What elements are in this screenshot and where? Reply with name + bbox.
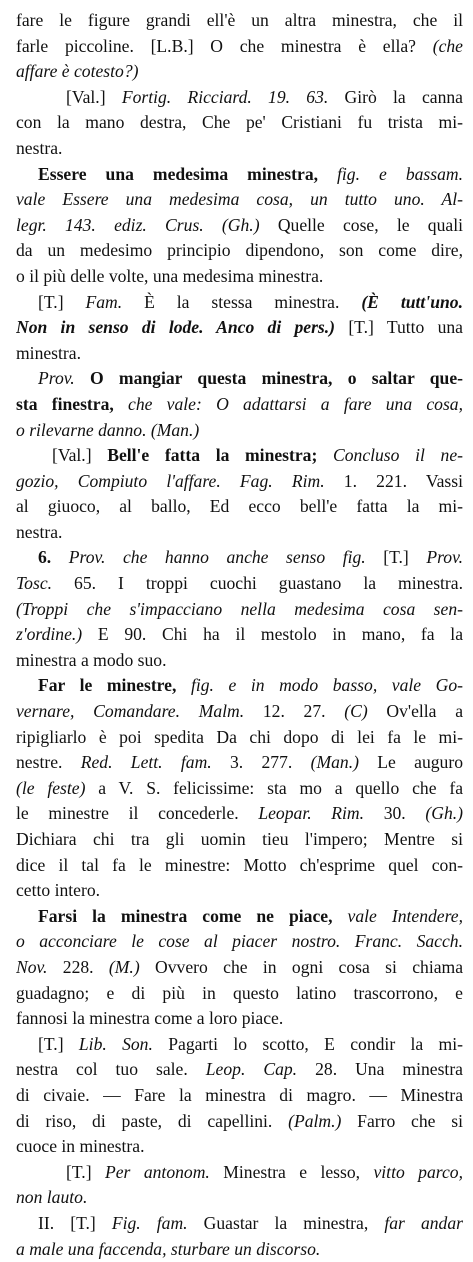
text-run: fare le figure grandi ell'è un altra minestra, che il: [16, 10, 463, 30]
text-run: nestra.: [16, 522, 62, 542]
text-run: 228.: [63, 957, 109, 977]
text-run: (C): [344, 701, 386, 721]
text-run: (M.): [109, 957, 155, 977]
text-line: [16, 110, 463, 136]
text-run: gozio, Compiuto l'affare. Fag. Rim.: [16, 471, 344, 491]
text-line: [16, 1057, 463, 1083]
text-run: cetto intero.: [16, 880, 100, 900]
section-heading-line: [16, 1211, 463, 1237]
text-line: [16, 981, 463, 1007]
text-run: le minestre il concederle.: [16, 803, 258, 823]
text-line: [16, 1237, 463, 1262]
text-run: che vale: O adattarsi a fare una cosa,: [128, 394, 463, 414]
text-run: ripigliarlo è poi spedita Da chi dopo di lei fa le mi-: [16, 727, 463, 747]
text-run: Ovvero che in ogni cosa si chiama: [155, 957, 463, 977]
text-line: [16, 1160, 463, 1186]
text-line: [16, 34, 463, 60]
text-run: o il più delle volte, una medesima minestra.: [16, 266, 323, 286]
text-run: [T.] Tutto una: [348, 317, 463, 337]
text-line: [16, 469, 463, 495]
text-line: [16, 392, 463, 418]
text-line: [16, 776, 463, 802]
text-run: Fortig. Ricciard. 19. 63.: [122, 87, 345, 107]
text-run: non lauto.: [16, 1187, 87, 1207]
text-run: [Val.]: [52, 445, 107, 465]
text-line: [16, 315, 463, 341]
text-run: Ov'ella a: [386, 701, 463, 721]
text-line: [16, 571, 463, 597]
text-run: Non in senso di lode. Anco di pers.): [16, 317, 348, 337]
text-run: E 90. Chi ha il mestolo in mano, fa la: [98, 624, 463, 644]
text-run: minestra a modo suo.: [16, 650, 167, 670]
text-line: [16, 290, 463, 316]
text-run: Tosc.: [16, 573, 74, 593]
text-run: O mangiar questa minestra, o saltar que-: [90, 368, 463, 388]
text-line: [16, 520, 463, 546]
entry-heading-line: [16, 162, 463, 188]
text-run: da un medesimo principio dipendono, son come dire,: [16, 240, 463, 260]
entry-heading-line: [16, 904, 463, 930]
text-line: [16, 494, 463, 520]
text-run: nestra.: [16, 138, 62, 158]
text-line: [16, 187, 463, 213]
text-run: Nov.: [16, 957, 63, 977]
text-run: (È tutt'uno.: [361, 292, 463, 312]
text-line: [16, 59, 463, 85]
text-line: [16, 853, 463, 879]
text-run: 6.: [38, 547, 69, 567]
text-run: legr. 143. ediz. Crus. (Gh.): [16, 215, 278, 235]
text-run: a male una faccenda, sturbare un discorso.: [16, 1239, 320, 1259]
text-run: 1. 221. Vassi: [344, 471, 463, 491]
text-line: [16, 418, 463, 444]
text-run: a V. S. felicissime: sta mo a quello che fa: [98, 778, 463, 798]
text-run: (Palm.): [288, 1111, 357, 1131]
text-line: [16, 648, 463, 674]
text-run: al giuoco, al ballo, Ed ecco bell'e fatta la mi-: [16, 496, 463, 516]
text-line: [16, 597, 463, 623]
text-run: Le auguro: [377, 752, 463, 772]
text-run: Fam.: [86, 292, 145, 312]
text-run: 28. Una minestra: [315, 1059, 463, 1079]
text-line: [16, 725, 463, 751]
text-run: Far le minestre,: [38, 675, 191, 695]
text-run: nestra col tuo sale.: [16, 1059, 206, 1079]
text-run: Dichiara chi tra gli uomin tieu l'impero; Mentre si: [16, 829, 463, 849]
text-run: Essere una medesima minestra,: [38, 164, 337, 184]
text-run: vitto parco,: [373, 1162, 463, 1182]
text-line: [16, 1134, 463, 1160]
text-run: Fig. fam.: [112, 1213, 204, 1233]
text-run: 12. 27.: [263, 701, 344, 721]
text-line: [16, 750, 463, 776]
text-run: cuoce in minestra.: [16, 1136, 144, 1156]
text-run: II. [T.]: [38, 1213, 112, 1233]
text-line: [16, 341, 463, 367]
text-run: [T.]: [38, 292, 86, 312]
text-run: 65. I troppi cuochi guastano la minestra.: [74, 573, 463, 593]
text-run: [T.]: [66, 1162, 105, 1182]
text-run: fig. e in modo basso, vale Go-: [191, 675, 463, 695]
text-run: Farro che si: [357, 1111, 463, 1131]
section-heading-line: [16, 545, 463, 571]
text-line: [16, 8, 463, 34]
text-line: [16, 801, 463, 827]
text-run: Guastar la minestra,: [204, 1213, 385, 1233]
text-run: dice il tal fa le minestre: Motto ch'esprime quel con-: [16, 855, 463, 875]
entry-heading-line: [16, 366, 463, 392]
text-run: Leop. Cap.: [206, 1059, 315, 1079]
text-line: [16, 238, 463, 264]
text-run: Per antonom.: [105, 1162, 223, 1182]
text-run: fannosi la minestra come a loro piace.: [16, 1008, 283, 1028]
text-line: [16, 264, 463, 290]
text-line: [16, 85, 463, 111]
text-run: o rilevarne danno. (Man.): [16, 420, 199, 440]
text-line: [16, 1032, 463, 1058]
text-line: [16, 1109, 463, 1135]
entry-heading-line: [16, 443, 463, 469]
text-run: nestre.: [16, 752, 81, 772]
text-run: Bell'e fatta la minestra;: [107, 445, 333, 465]
text-line: [16, 213, 463, 239]
entry-heading-line: [16, 673, 463, 699]
text-run: Prov.: [38, 368, 90, 388]
text-run: Lib. Son.: [79, 1034, 168, 1054]
text-run: Prov.: [426, 547, 463, 567]
text-run: Girò la canna: [345, 87, 463, 107]
text-run: (che: [433, 36, 463, 56]
text-run: Leopar. Rim.: [258, 803, 383, 823]
text-run: Red. Lett. fam.: [81, 752, 230, 772]
text-run: di civaie. — Fare la minestra di magro. — Minestra: [16, 1085, 463, 1105]
text-run: Pagarti lo scotto, E condir la mi-: [168, 1034, 463, 1054]
text-line: [16, 955, 463, 981]
text-line: [16, 878, 463, 904]
text-run: Prov. che hanno anche senso fig.: [69, 547, 383, 567]
text-run: 3. 277.: [230, 752, 311, 772]
text-run: o acconciare le cose al piacer nostro. Franc. Sacch.: [16, 931, 463, 951]
text-run: Minestra e lesso,: [223, 1162, 373, 1182]
text-run: [Val.]: [66, 87, 122, 107]
text-run: Farsi la minestra come ne piace,: [38, 906, 348, 926]
text-line: [16, 1006, 463, 1032]
text-run: [T.]: [38, 1034, 79, 1054]
text-run: fig. e bassam.: [337, 164, 463, 184]
text-line: [16, 827, 463, 853]
text-run: vernare, Comandare. Malm.: [16, 701, 263, 721]
text-run: di riso, di paste, di capellini.: [16, 1111, 288, 1131]
text-line: [16, 699, 463, 725]
text-run: Concluso il ne-: [333, 445, 463, 465]
text-run: minestra.: [16, 343, 81, 363]
text-run: [T.]: [383, 547, 426, 567]
text-run: vale Essere una medesima cosa, un tutto uno. Al-: [16, 189, 463, 209]
text-run: con la mano destra, Che pe' Cristiani fu trista mi-: [16, 112, 463, 132]
text-run: sta finestra,: [16, 394, 128, 414]
text-run: vale Intendere,: [348, 906, 463, 926]
text-run: (Man.): [311, 752, 378, 772]
text-line: [16, 1185, 463, 1211]
text-line: [16, 136, 463, 162]
text-run: È la stessa minestra.: [144, 292, 361, 312]
text-run: far andar: [384, 1213, 463, 1233]
text-run: (le feste): [16, 778, 98, 798]
text-run: farle piccoline. [L.B.] O che minestra è ella?: [16, 36, 433, 56]
text-run: 30.: [384, 803, 426, 823]
text-run: (Gh.): [425, 803, 463, 823]
text-run: (Troppi che s'impacciano nella medesima cosa sen-: [16, 599, 463, 619]
text-run: Quelle cose, le quali: [278, 215, 463, 235]
text-line: [16, 929, 463, 955]
text-run: guadagno; e di più in questo latino trascorrono, e: [16, 983, 463, 1003]
text-run: affare è cotesto?): [16, 61, 138, 81]
text-run: z'ordine.): [16, 624, 98, 644]
text-line: [16, 622, 463, 648]
text-line: [16, 1083, 463, 1109]
